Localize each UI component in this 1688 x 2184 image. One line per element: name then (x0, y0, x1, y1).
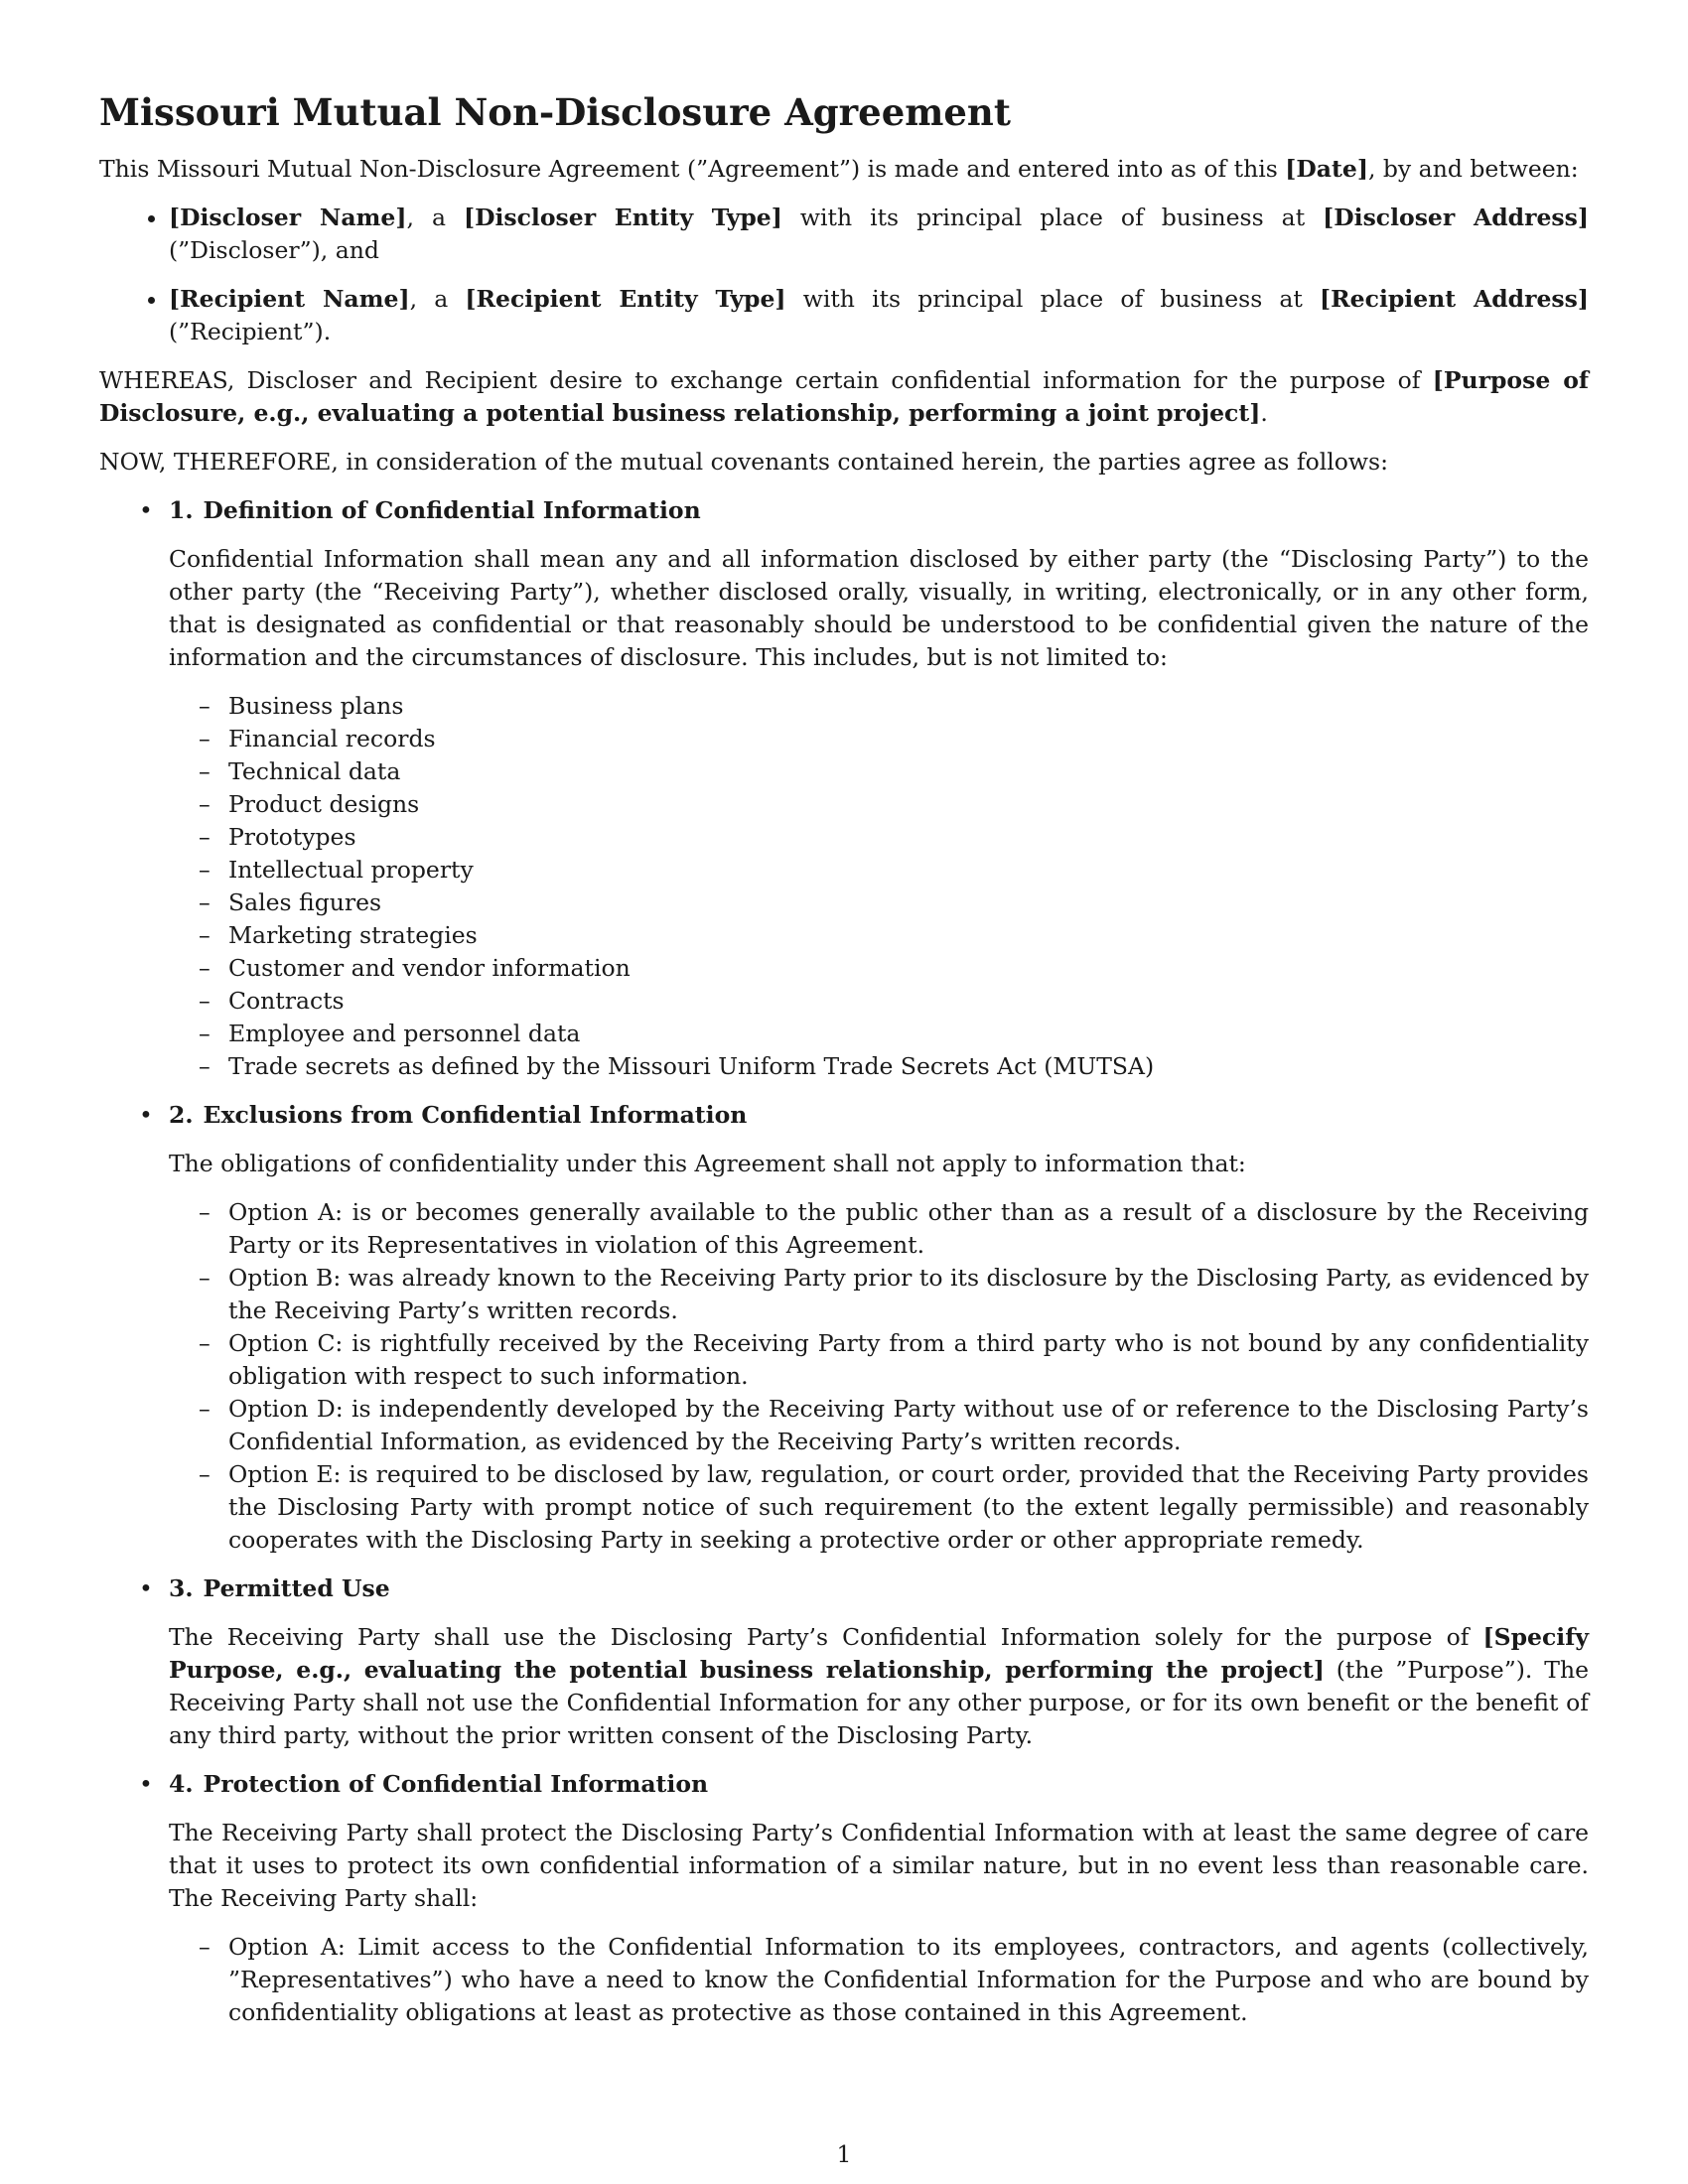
section-2 (169, 1099, 1589, 1557)
list-item: – Business plans (228, 690, 1589, 723)
list-item: – Option E: is required to be disclosed by law, regulation, or court order, provided that the Receiving Party provides the Disclosing Party with prompt notice of such requirement (to the extent legally permissible) and reasonably cooperates with the Disclosing Party in seeking a protective order or other appropriate remedy. (228, 1458, 1589, 1557)
list-item: – Intellectual property (228, 854, 1589, 887)
discloser-address: [Discloser Address] (1323, 204, 1589, 231)
whereas-tail: . (1260, 399, 1268, 427)
section-heading (169, 1768, 1589, 1801)
protection-options-list (169, 1931, 1589, 2029)
confidential-items-list (169, 690, 1589, 1083)
list-item: – Option A: is or becomes generally available to the public other than as a result of a disclosure by the Receiving Party or its Representatives in violation of this Agreement. (228, 1196, 1589, 1262)
list-item: – Option C: is rightfully received by the Receiving Party from a third party who is not bound by any confidentiality obligation with respect to such information. (228, 1327, 1589, 1393)
document-content (99, 87, 1589, 2045)
section-title: Definition of Confidential Information (203, 496, 701, 524)
section-title: Permitted Use (203, 1574, 390, 1602)
section-number: 4. (169, 1770, 194, 1798)
date-placeholder: [Date] (1285, 155, 1368, 183)
section-1 (169, 494, 1589, 1083)
section-heading (169, 494, 1589, 527)
purpose-placeholder: [Purpose of Disclosure, e.g., evaluating a potential business relationship, performing a joint project] (99, 366, 1590, 427)
list-item: – Prototypes (228, 821, 1589, 854)
list-item: – Trade secrets as defined by the Missouri Uniform Trade Secrets Act (MUTSA) (228, 1050, 1589, 1083)
section-body: The obligations of confidentiality under this Agreement shall not apply to information that: (169, 1150, 1246, 1177)
list-item: – Customer and vendor information (228, 952, 1589, 985)
intro-text: This Missouri Mutual Non-Disclosure Agreement (”Agreement”) is made and entered into as of this (99, 155, 1286, 183)
list-item: – Marketing strategies (228, 919, 1589, 952)
section-number: 1. (169, 496, 194, 524)
party-recipient (169, 283, 1589, 348)
list-item: – Contracts (228, 985, 1589, 1018)
whereas-text: WHEREAS, Discloser and Recipient desire to exchange certain confidential information for the purpose of (99, 366, 1433, 394)
exclusions-list (169, 1196, 1589, 1557)
section-text: The Receiving Party shall use the Disclosing Party’s Confidential Information solely for the purpose of (169, 1623, 1483, 1651)
intro-tail: , by and between: (1367, 155, 1579, 183)
parties-list (99, 202, 1589, 348)
page-number: 1 (836, 2140, 852, 2168)
section-number: 2. (169, 1101, 194, 1129)
recipient-address: [Recipient Address] (1320, 285, 1589, 313)
section-body: Confidential Information shall mean any and all information disclosed by either party (the “Disclosing Party”) to the other party (the “Receiving Party”), whether disclosed orally, visually, in writing, electronically, or in any other form, that is designated as confidential or that reasonably should be understood to be confidential given the nature of the information and the circumstances of disclosure. This includes, but is not limited to: (169, 545, 1589, 671)
section-heading (169, 1099, 1589, 1132)
specify-purpose-placeholder: [Specify Purpose, e.g., evaluating the potential business relationship, performing the project] (169, 1623, 1589, 1684)
recipient-name: [Recipient Name] (169, 285, 410, 313)
list-item: – Product designs (228, 788, 1589, 821)
list-item: – Option A: Limit access to the Confidential Information to its employees, contractors, and agents (collectively, ”Representatives”) who have a need to know the Confidential Information for the Purpose and who are bound by confidentiality obligations at least as protective as those contained in this Agreement. (228, 1931, 1589, 2029)
document-title: Missouri Mutual Non-Disclosure Agreement (99, 90, 1011, 134)
section-3 (169, 1572, 1589, 1752)
sections-list (99, 494, 1589, 2029)
party-text: (”Discloser”), and (169, 236, 379, 264)
party-discloser (169, 202, 1589, 267)
list-item: – Employee and personnel data (228, 1018, 1589, 1050)
recipient-entity-type: [Recipient Entity Type] (465, 285, 786, 313)
section-title: Exclusions from Confidential Information (203, 1101, 748, 1129)
party-text: with its principal place of business at (785, 285, 1321, 313)
discloser-name: [Discloser Name] (169, 204, 407, 231)
section-title: Protection of Confidential Information (203, 1770, 709, 1798)
now-therefore-paragraph: NOW, THEREFORE, in consideration of the mutual covenants contained herein, the parties agree as follows: (99, 448, 1389, 476)
section-text: (the ”Purpose”). The Receiving Party shall not use the Confidential Information for any other purpose, or for its own benefit or the benefit of any third party, without the prior written consent of the Disclosing Party. (169, 1656, 1589, 1749)
section-body: The Receiving Party shall protect the Disclosing Party’s Confidential Information with at least the same degree of care that it uses to protect its own confidential information of a similar nature, but in no event less than reasonable care. The Receiving Party shall: (169, 1819, 1589, 1912)
section-body (169, 1621, 1589, 1752)
intro-paragraph (99, 153, 1589, 186)
list-item: – Option B: was already known to the Receiving Party prior to its disclosure by the Disclosing Party, as evidenced by the Receiving Party’s written records. (228, 1262, 1589, 1327)
party-text: , a (406, 204, 464, 231)
section-number: 3. (169, 1574, 194, 1602)
party-text: , a (409, 285, 466, 313)
section-4 (169, 1768, 1589, 2029)
party-text: (”Recipient”). (169, 318, 332, 345)
section-heading (169, 1572, 1589, 1605)
whereas-paragraph (99, 364, 1589, 430)
party-text: with its principal place of business at (781, 204, 1324, 231)
list-item: – Technical data (228, 755, 1589, 788)
discloser-entity-type: [Discloser Entity Type] (463, 204, 782, 231)
list-item: – Financial records (228, 723, 1589, 755)
list-item: – Sales figures (228, 887, 1589, 919)
list-item: – Option D: is independently developed by the Receiving Party without use of or reference to the Disclosing Party’s Confidential Information, as evidenced by the Receiving Party’s written records. (228, 1393, 1589, 1458)
